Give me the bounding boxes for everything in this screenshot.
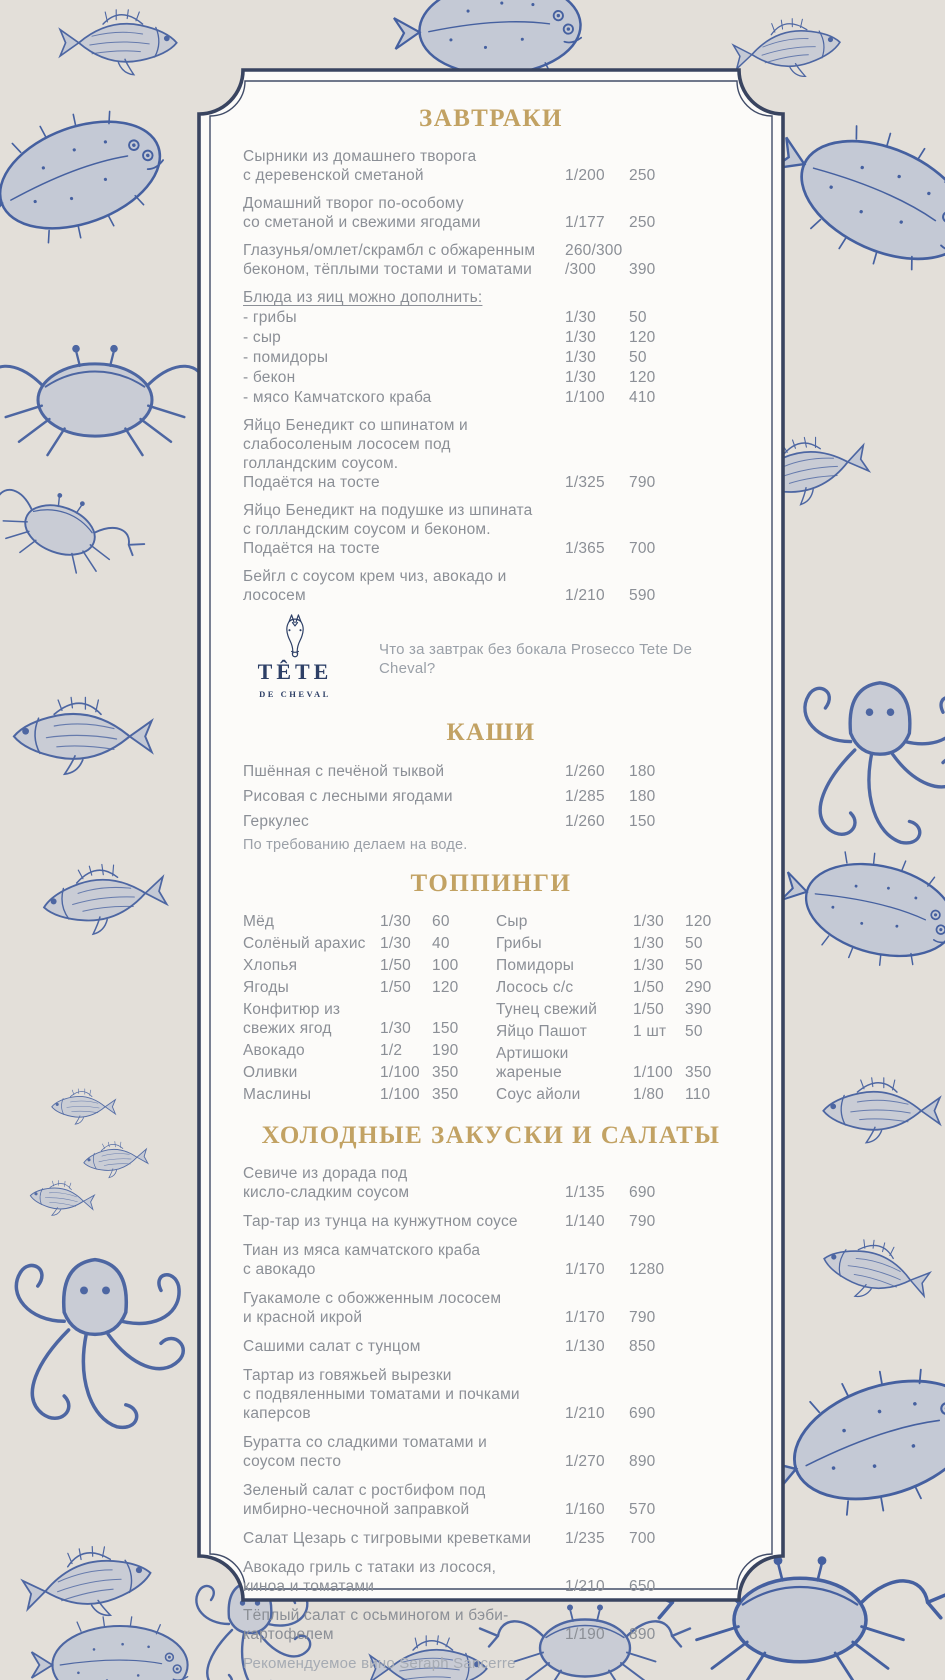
menu-item-name	[496, 978, 633, 997]
menu-item-name	[496, 1044, 633, 1082]
menu-item-price: 890	[629, 1626, 656, 1643]
menu-item-price: 40	[432, 935, 450, 952]
menu-item-name-line: Подаётся на тосте	[243, 474, 380, 491]
menu-item-row	[243, 328, 675, 347]
menu-item-weight: 1/210	[565, 587, 605, 604]
menu-item-name-line: беконом, тёплыми тостами и томатами	[243, 261, 533, 278]
menu-item-weight: 1 шт	[633, 1023, 667, 1040]
menu-item-row	[496, 912, 723, 931]
menu-item-row	[243, 1063, 470, 1082]
menu-item-name	[243, 1337, 565, 1356]
menu-item-name	[243, 1041, 380, 1060]
menu-item-row	[243, 1241, 675, 1279]
menu-item-name-line: Тунец свежий	[496, 1001, 598, 1018]
menu-item-price: 250	[629, 167, 656, 184]
menu-item-name-line: с подвяленными томатами и почками	[243, 1386, 520, 1403]
menu-item-price: 690	[629, 1184, 656, 1201]
menu-item-weight: 1/50	[633, 979, 664, 996]
menu-item-price: 120	[685, 913, 712, 930]
menu-item-name-line: Подаётся на тосте	[243, 540, 380, 557]
menu-item-row	[496, 934, 723, 953]
menu-item-name	[243, 348, 565, 367]
menu-item-weight: 1/365	[565, 540, 605, 557]
menu-item-row	[243, 1337, 675, 1356]
menu-item-price: 120	[629, 369, 656, 386]
menu-item-name-line: Гуакамоле с обожженным лососем	[243, 1290, 502, 1307]
menu-item-name	[243, 786, 565, 807]
menu-item-weight: 1/30	[565, 369, 596, 386]
menu-item-name	[496, 1022, 633, 1041]
menu-item-name-line: Домашний творог по-особому	[243, 195, 464, 212]
menu-item-price: 150	[629, 813, 656, 830]
menu-item-weight: 1/100	[633, 1064, 673, 1081]
menu-item-price: 690	[629, 1405, 656, 1422]
menu-item-price: 390	[629, 261, 656, 278]
horse-head-icon	[278, 614, 312, 660]
menu-item-price: 50	[629, 309, 647, 326]
menu-item-price: 650	[629, 1578, 656, 1595]
menu-item-name-line: картофелем	[243, 1626, 334, 1643]
menu-item-name-line: Салат Цезарь с тигровыми креветками	[243, 1530, 532, 1547]
menu-item-weight: 1/260	[565, 813, 605, 830]
menu-item-name	[243, 1241, 565, 1279]
menu-item-name-line: Блюда из яиц можно дополнить:	[243, 289, 483, 306]
menu-item-name-line: слабосоленым лососем под	[243, 436, 451, 453]
menu-item-weight: 1/135	[565, 1184, 605, 1201]
menu-item-name-line: Яйцо Бенедикт на подушке из шпината	[243, 502, 533, 519]
menu-item-row	[243, 1558, 675, 1596]
menu-item-name-line: Пшённая с печёной тыквой	[243, 763, 445, 780]
menu-item-price: 110	[685, 1086, 711, 1103]
menu-item-weight: 1/210	[565, 1405, 605, 1422]
menu-item-name	[243, 241, 565, 279]
menu-item-name-line: Буратта со сладкими томатами и	[243, 1434, 487, 1451]
menu-item-name	[496, 956, 633, 975]
menu-item-weight: 1/170	[565, 1309, 605, 1326]
menu-item-price: 590	[629, 587, 656, 604]
menu-item-name-line: Артишоки	[496, 1045, 569, 1062]
menu-item-price: 850	[629, 1338, 656, 1355]
menu-item-price: 50	[685, 957, 703, 974]
brand-logo	[243, 614, 347, 704]
menu-item-row	[243, 194, 675, 232]
menu-item-name	[243, 1529, 565, 1548]
menu-item-name-line: Конфитюр из	[243, 1001, 341, 1018]
toppings-column	[496, 912, 723, 1107]
menu-item-name	[243, 934, 380, 953]
menu-item-weight: 1/30	[380, 1020, 411, 1037]
menu-item-weight: 1/210	[565, 1578, 605, 1595]
menu-item-price: 120	[629, 329, 656, 346]
menu-item-weight: 1/80	[633, 1086, 664, 1103]
menu-item-name-line: Тиан из мяса камчатского краба	[243, 1242, 481, 1259]
menu-item-name-line: Соус айоли	[496, 1086, 581, 1103]
menu-item-weight: 1/50	[633, 1001, 664, 1018]
menu-item-row	[496, 1022, 723, 1041]
menu-item-row	[496, 1044, 723, 1082]
menu-item-weight: 1/100	[380, 1086, 420, 1103]
menu-item-weight: 1/30	[633, 913, 664, 930]
menu-item-name	[243, 1289, 565, 1327]
menu-item-price: 250	[629, 214, 656, 231]
menu-item-name-line: Глазунья/омлет/скрамбл с обжаренным	[243, 242, 536, 259]
menu-item-price: 60	[432, 913, 450, 930]
menu-item-weight: 1/50	[380, 957, 411, 974]
menu-item-price: 290	[685, 979, 712, 996]
menu-item-name-line: - бекон	[243, 369, 296, 386]
menu-item-name	[243, 956, 380, 975]
menu-item-name-line: Геркулес	[243, 813, 309, 830]
menu-item-name-line: Авокадо гриль с татаки из лосося,	[243, 1559, 497, 1576]
menu-item-weight: 1/177	[565, 214, 605, 231]
menu-item-row	[243, 388, 675, 407]
menu-item-row	[243, 934, 470, 953]
menu-item-name	[243, 811, 565, 832]
menu-item-weight: 1/30	[380, 935, 411, 952]
menu-item-name	[496, 1085, 633, 1104]
cold-items	[243, 1164, 739, 1644]
menu-item-row	[243, 1085, 470, 1104]
menu-item-name	[243, 328, 565, 347]
menu-item-name	[243, 1164, 565, 1202]
menu-item-row	[243, 1164, 675, 1202]
menu-item-name	[243, 501, 565, 558]
menu-item-price: 700	[629, 1530, 656, 1547]
menu-item-name-line: каперсов	[243, 1405, 311, 1422]
menu-item-price: 410	[629, 389, 656, 406]
menu-item-name-line: голландским соусом.	[243, 455, 399, 472]
menu-item-name	[243, 1366, 565, 1423]
menu-item-name	[496, 934, 633, 953]
prosecco-note: Что за завтрак без бокала Prosecco Tete De Cheval?	[379, 641, 693, 677]
menu-item-row	[243, 811, 675, 832]
menu-item-price: 700	[629, 540, 656, 557]
menu-item-name-line: - помидоры	[243, 349, 329, 366]
menu-item-weight: 1/160	[565, 1501, 605, 1518]
section-title-toppings: ТОППИНГИ	[410, 870, 572, 897]
menu-item-weight: 1/50	[380, 979, 411, 996]
menu-item-price: 50	[685, 1023, 703, 1040]
menu-item-name	[243, 1000, 380, 1038]
menu-item-row	[243, 1433, 675, 1471]
menu-item-row	[243, 1041, 470, 1060]
menu-item-name-line: Сыр	[496, 913, 528, 930]
menu-item-name	[243, 1481, 565, 1519]
menu-item-weight: 1/325	[565, 474, 605, 491]
menu-item-price: 890	[629, 1453, 656, 1470]
menu-item-price: 100	[432, 957, 459, 974]
menu-item-price: 180	[629, 763, 656, 780]
menu-item-row	[243, 1366, 675, 1423]
menu-item-name	[243, 416, 565, 492]
menu-item-name-line: Бейгл с соусом крем чиз, авокадо и	[243, 568, 507, 585]
menu-item-row	[496, 956, 723, 975]
menu-item-name-line: Мёд	[243, 913, 275, 930]
menu-item-name-line: Сырники из домашнего творога	[243, 148, 477, 165]
kashi-items	[243, 761, 739, 832]
menu-item-price: 350	[432, 1064, 459, 1081]
menu-item-row	[243, 761, 675, 782]
menu-item-name	[243, 761, 565, 782]
menu-item-weight: 1/30	[380, 913, 411, 930]
section-title-cold: ХОЛОДНЫЕ ЗАКУСКИ И САЛАТЫ	[261, 1122, 721, 1149]
menu-item-price: 390	[685, 1001, 712, 1018]
menu-item-weight	[565, 241, 629, 279]
menu-item-name-line: - грибы	[243, 309, 297, 326]
menu-item-row	[243, 501, 675, 558]
menu-item-price: 790	[629, 1213, 656, 1230]
menu-item-weight: 1/235	[565, 1530, 605, 1547]
menu-item-name	[243, 288, 565, 307]
menu-item-name	[243, 368, 565, 387]
menu-item-name	[243, 147, 565, 185]
menu-item-name	[243, 1558, 565, 1596]
menu-item-name-line: со сметаной и свежими ягодами	[243, 214, 481, 231]
menu-item-row	[243, 1289, 675, 1327]
menu-item-name-line: свежих ягод	[243, 1020, 332, 1037]
menu-item-price: 150	[432, 1020, 459, 1037]
menu-item-weight: 1/30	[565, 329, 596, 346]
menu-item-name-line: Тар-тар из тунца на кунжутном соусе	[243, 1213, 518, 1230]
menu-item-row	[243, 1000, 470, 1038]
menu-item-price: 180	[629, 788, 656, 805]
menu-item-weight: 1/2	[380, 1042, 403, 1059]
menu-item-price: 350	[685, 1064, 712, 1081]
menu-item-name-line: Лосось с/с	[496, 979, 574, 996]
menu-item-name-line: лососем	[243, 587, 306, 604]
menu-item-row	[243, 147, 675, 185]
menu-item-weight: 1/100	[565, 389, 605, 406]
menu-item-name	[243, 1085, 380, 1104]
menu-item-row	[243, 241, 675, 279]
menu-item-row	[243, 348, 675, 367]
menu-item-name-line: и красной икрой	[243, 1309, 363, 1326]
menu-card	[199, 70, 783, 1672]
menu-item-row	[243, 1606, 675, 1644]
menu-item-name	[243, 978, 380, 997]
menu-item-price: 50	[685, 935, 703, 952]
menu-item-row	[243, 368, 675, 387]
menu-item-name-line: Солёный арахис	[243, 935, 366, 952]
menu-item-weight: 1/170	[565, 1261, 605, 1278]
menu-item-row	[243, 1481, 675, 1519]
menu-item-name-line: - сыр	[243, 329, 281, 346]
menu-item-name-line: Ягоды	[243, 979, 289, 996]
menu-item-name-line: Тартар из говяжьей вырезки	[243, 1367, 452, 1384]
menu-item-weight: 1/30	[565, 349, 596, 366]
menu-item-name	[243, 1063, 380, 1082]
menu-item-name-line: Рисовая с лесными ягодами	[243, 788, 453, 805]
menu-item-row	[243, 416, 675, 492]
menu-item-weight: 1/140	[565, 1213, 605, 1230]
menu-item-price: 790	[629, 1309, 656, 1326]
menu-item-row	[243, 978, 470, 997]
menu-item-price: 190	[432, 1042, 459, 1059]
menu-item-row	[243, 1529, 675, 1548]
menu-item-row	[243, 308, 675, 327]
brand-title: TÊTE	[257, 659, 333, 684]
menu-item-price: 350	[432, 1086, 459, 1103]
menu-item-name	[243, 912, 380, 931]
wine-recommendation-note: Рекомендуемое вино Seraph Sancerre	[243, 1655, 516, 1672]
menu-item-row	[243, 1212, 675, 1231]
menu-item-name-line: Яйцо Бенедикт со шпинатом и	[243, 417, 468, 434]
menu-item-price: 50	[629, 349, 647, 366]
brand-row	[243, 614, 739, 704]
menu-item-row	[243, 567, 675, 605]
menu-item-name-line: Грибы	[496, 935, 542, 952]
section-title-kashi: КАШИ	[446, 719, 536, 746]
menu-item-row	[243, 288, 675, 307]
menu-item-name-line: Оливки	[243, 1064, 298, 1081]
menu-item-weight: 1/260	[565, 763, 605, 780]
menu-item-name-line: Сашими салат с тунцом	[243, 1338, 421, 1355]
menu-item-name	[243, 567, 565, 605]
brand-subtitle: DE CHEVAL	[259, 689, 331, 699]
menu-item-name-line: кисло-сладким соусом	[243, 1184, 410, 1201]
menu-item-name-line: Зеленый салат с ростбифом под	[243, 1482, 486, 1499]
menu-item-name-line: Хлопья	[243, 957, 298, 974]
menu-item-weight: 1/30	[633, 957, 664, 974]
menu-item-weight: 1/100	[380, 1064, 420, 1081]
menu-item-weight: 1/130	[565, 1338, 605, 1355]
menu-item-weight: 1/30	[565, 309, 596, 326]
menu-item-name-line: Тёплый салат с осьминогом и бэби-	[243, 1607, 509, 1624]
menu-item-name	[243, 194, 565, 232]
menu-item-name-line: Яйцо Пашот	[496, 1023, 588, 1040]
menu-item-price: 1280	[629, 1261, 665, 1278]
menu-item-name-line: - мясо Камчатского краба	[243, 389, 432, 406]
menu-item-weight: 1/190	[565, 1626, 605, 1643]
menu-item-name-line: с голландским соусом и беконом.	[243, 521, 491, 538]
toppings-columns	[243, 912, 739, 1107]
menu-item-row	[496, 978, 723, 997]
menu-item-row	[243, 786, 675, 807]
menu-item-name	[496, 912, 633, 931]
menu-item-price: 120	[432, 979, 459, 996]
menu-item-name	[243, 388, 565, 407]
menu-item-name-line: соусом песто	[243, 1453, 342, 1470]
menu-item-row	[496, 1000, 723, 1019]
menu-item-name	[243, 308, 565, 327]
menu-item-weight: 1/285	[565, 788, 605, 805]
menu-item-name-line: жареные	[496, 1064, 562, 1081]
menu-item-row	[243, 912, 470, 931]
menu-item-weight-line: 260/300	[565, 242, 623, 259]
kashi-note: По требованию делаем на воде.	[243, 837, 468, 853]
menu-item-name-line: с авокадо	[243, 1261, 316, 1278]
menu-item-weight: 1/200	[565, 167, 605, 184]
menu-item-weight: 1/30	[633, 935, 664, 952]
menu-item-name-line: Помидоры	[496, 957, 575, 974]
breakfast-items	[243, 147, 739, 605]
menu-item-name	[243, 1433, 565, 1471]
menu-item-name-line: Авокадо	[243, 1042, 305, 1059]
menu-item-name	[243, 1606, 565, 1644]
menu-item-name	[243, 1212, 565, 1231]
menu-item-name-line: с деревенской сметаной	[243, 167, 424, 184]
menu-item-row	[496, 1085, 723, 1104]
menu-item-name-line: Маслины	[243, 1086, 312, 1103]
menu-item-name-line: Севиче из дорада под	[243, 1165, 408, 1182]
toppings-column	[243, 912, 470, 1107]
menu-item-row	[243, 956, 470, 975]
menu-item-price: 570	[629, 1501, 656, 1518]
menu-item-weight: 1/270	[565, 1453, 605, 1470]
section-title-breakfast: ЗАВТРАКИ	[419, 105, 563, 132]
menu-item-weight-line: /300	[565, 261, 596, 278]
menu-item-name-line: киноа и томатами	[243, 1578, 375, 1595]
menu-item-name	[496, 1000, 633, 1019]
menu-item-name-line: имбирно-чесночной заправкой	[243, 1501, 470, 1518]
menu-item-price: 790	[629, 474, 656, 491]
